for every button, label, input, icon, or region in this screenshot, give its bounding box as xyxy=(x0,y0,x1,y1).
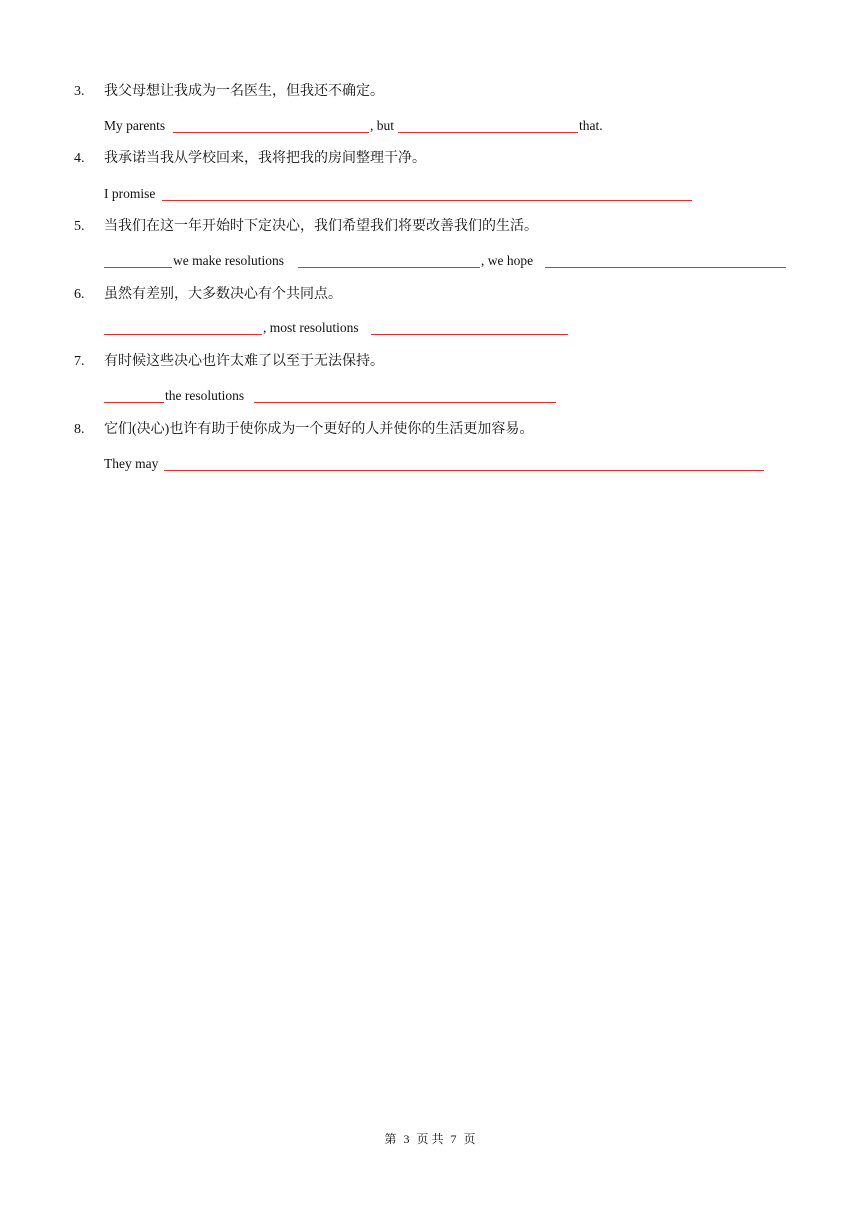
answer-blank[interactable] xyxy=(173,132,369,133)
answer-blank[interactable] xyxy=(164,470,764,471)
answer-text: , most resolutions xyxy=(263,320,359,335)
answer-line-7 xyxy=(0,386,860,408)
answer-text: the resolutions xyxy=(165,388,245,403)
question-6 xyxy=(0,285,860,307)
answer-blank[interactable] xyxy=(371,334,568,335)
question-prompt: 我承诺当我从学校回来，我将把我的房间整理干净。 xyxy=(104,151,426,166)
question-8 xyxy=(0,420,860,442)
answer-text: My parents xyxy=(104,118,166,133)
answer-line-6 xyxy=(0,318,860,340)
question-prompt: 它们(决心)也许有助于使你成为一个更好的人并使你的生活更加容易。 xyxy=(104,422,534,437)
question-number: 4. xyxy=(74,151,85,166)
question-number: 6. xyxy=(74,287,85,302)
question-7 xyxy=(0,352,860,374)
answer-blank[interactable] xyxy=(545,267,786,268)
answer-blank[interactable] xyxy=(162,200,692,201)
answer-text: They may xyxy=(104,456,159,471)
answer-text: , but xyxy=(370,118,395,133)
question-prompt: 虽然有差别，大多数决心有个共同点。 xyxy=(104,287,342,302)
answer-text: I promise xyxy=(104,186,156,201)
question-number: 7. xyxy=(74,354,85,369)
total-page-number: 7 xyxy=(450,1132,457,1146)
question-number: 3. xyxy=(74,84,85,99)
answer-blank[interactable] xyxy=(254,402,556,403)
answer-blank[interactable] xyxy=(104,334,262,335)
current-page-number: 3 xyxy=(403,1132,410,1146)
answer-blank[interactable] xyxy=(298,267,480,268)
question-number: 8. xyxy=(74,422,85,437)
answer-blank[interactable] xyxy=(398,132,578,133)
question-3 xyxy=(0,82,860,104)
answer-blank[interactable] xyxy=(104,402,164,403)
question-prompt: 我父母想让我成为一名医生，但我还不确定。 xyxy=(104,84,384,99)
footer-prefix: 第 xyxy=(384,1132,397,1146)
answer-line-4 xyxy=(0,184,860,206)
question-number: 5. xyxy=(74,219,85,234)
answer-text: that. xyxy=(579,118,603,133)
question-4 xyxy=(0,149,860,171)
answer-text: , we hope xyxy=(481,253,534,268)
answer-line-8 xyxy=(0,454,860,476)
question-prompt: 有时候这些决心也许太难了以至于无法保持。 xyxy=(104,354,384,369)
answer-line-3 xyxy=(0,116,860,138)
footer-mid: 页 共 xyxy=(416,1132,444,1146)
page-footer xyxy=(0,1130,860,1147)
question-prompt: 当我们在这一年开始时下定决心，我们希望我们将要改善我们的生活。 xyxy=(104,219,538,234)
answer-text: we make resolutions xyxy=(173,253,284,268)
answer-blank[interactable] xyxy=(104,267,172,268)
answer-line-5 xyxy=(0,251,860,273)
footer-suffix: 页 xyxy=(463,1132,476,1146)
question-5 xyxy=(0,217,860,239)
